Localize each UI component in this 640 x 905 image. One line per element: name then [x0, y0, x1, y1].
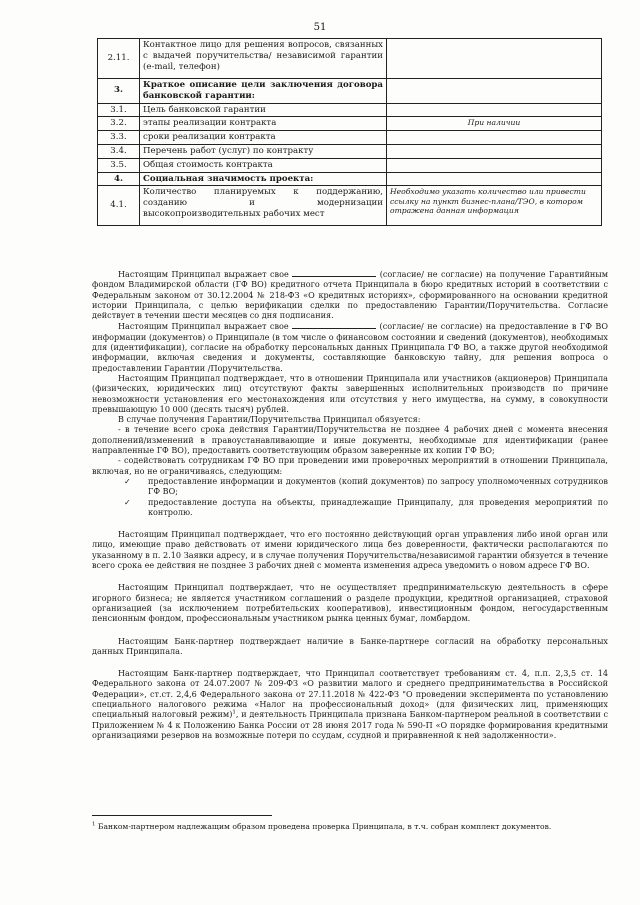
consent-blank-field[interactable] [292, 268, 376, 277]
address-paragraph: Настоящим Принципал подтверждает, что его постоянно действующий орган управления либо иной орган или лицо, имеющие право действовать от имени юридического лица без доверенности, фактически располагаются по указанному в п. 2.10 Заявки адресу, и в случае получения Поручительства/независимой гарантии обязуется в течение всего срока ее действия не позднее 3 рабочих дней с момента изменения адреса уведомить о новом адресе ГФ ВО. [92, 529, 608, 571]
table-row [98, 39, 602, 79]
row-description: Общая стоимость контракта [140, 158, 387, 172]
row-number: 4.1. [98, 186, 140, 226]
footnote-text: Банком-партнером надлежащим образом проведена проверка Принципала, в т.ч. собран комплект документов. [97, 822, 552, 831]
footnote-reference[interactable]: 1 [232, 709, 236, 716]
row-description: Перечень работ (услуг) по контракту [140, 144, 387, 158]
row-description: Количество планируемых к поддержанию, созданию и модернизации высокопроизводительных рабочих мест [140, 186, 387, 226]
row-description: сроки реализации контракта [140, 131, 387, 145]
obligations-heading: В случае получения Гарантии/Поручительства Принципал обязуется: [118, 414, 421, 425]
footnote [92, 822, 608, 832]
row-number: 3.4. [98, 144, 140, 158]
paragraph-text: Настоящим Принципал выражает свое [118, 321, 289, 332]
row-description: этапы реализации контракта [140, 117, 387, 131]
table-row [98, 172, 602, 186]
row-value-field[interactable]: Необходимо указать количество или привести ссылку на пункт бизнес-плана/ТЭО, в котором отражена данная информация [387, 186, 602, 226]
section-heading: Краткое описание цели заключения договора банковской гарантии: [140, 79, 387, 104]
row-number: 3.1. [98, 103, 140, 117]
obligation-item: - в течение всего срока действия Гарантии/Поручительства не позднее 4 рабочих дней с момента внесения дополнений/изменений в правоустанавливающие и иные документы, необходимые для идентификации (ранее направленные ГФ ВО), предоставить соответствующим образом заверенные их копии ГФ ВО; [92, 424, 608, 456]
consent-credit-report-paragraph [92, 268, 608, 320]
row-value-field[interactable] [387, 79, 602, 104]
checklist-item-text: предоставление доступа на объекты, принадлежащие Принципалу, для проведения мероприятий по контролю. [148, 496, 608, 517]
row-value-field[interactable] [387, 131, 602, 145]
table-row [98, 79, 602, 104]
application-table [97, 38, 602, 226]
table-row [98, 103, 602, 117]
paragraph-text: Настоящим Принципал выражает свое [118, 269, 289, 279]
table-row [98, 158, 602, 172]
row-description: Контактное лицо для решения вопросов, связанных с выдачей поручительства/ независимой гарантии (e-mail, телефон) [140, 39, 387, 79]
paragraph-text: Настоящим Банк-партнер подтверждает, что Принципал соответствует требованиям ст. 4, п.п. 2,3,5 ст. 14 Федерального закона от 24.07.2007 № 209-ФЗ «О развитии малого и среднего предпринимательства в Российской Федерации», ст.ст. 2,4,6 Федерального закона от 27.11.2018 № 422-ФЗ "О проведении эксперимента по установлению специального налогового режима «Налог на профессиональный доход» (для физических лиц, применяющих специальный налоговый режим) [92, 668, 608, 720]
consent-information-paragraph [92, 320, 608, 372]
row-number: 3.2. [98, 117, 140, 131]
row-number: 3.3. [98, 131, 140, 145]
table-row [98, 186, 602, 226]
bank-confirmation-paragraph [92, 668, 608, 740]
bank-consent-paragraph: Настоящим Банк-партнер подтверждает наличие в Банке-партнере согласий на обработку персональных данных Принципала. [92, 635, 608, 656]
row-number: 2.11. [98, 39, 140, 79]
activity-paragraph: Настоящим Принципал подтверждает, что не осуществляет предпринимательскую деятельность в сфере игорного бизнеса; не является участником соглашений о разделе продукции, кредитной организацией, страховой организацией (за исключением потребительских кооперативов), инвестиционным фондом, негосударственным пенсионным фондом, профессиональным участником рынка ценных бумаг, ломбардом. [92, 582, 608, 624]
section-heading: Социальная значимость проекта: [140, 172, 387, 186]
checklist-item [92, 497, 608, 518]
checkmark-icon: ✓ [124, 475, 131, 486]
document-body [92, 268, 608, 740]
paragraph-text: (согласие/ не согласие) на предоставление в ГФ ВО информации (документов) о Принципале (в том числе о финансовом состоянии и сведений (документов), необходимых для (идентификации), согласие на обработку персональных данных Принципала ГФ ВО, а также другой необходимой информации, включая сведения и документы, составляющие банковскую тайну, для решения вопроса о предоставлении Гарантии /Поручительства. [92, 321, 609, 373]
table-row [98, 117, 602, 131]
checklist-item-text: предоставление информации и документов (копий документов) по запросу уполномоченных сотрудников ГФ ВО; [148, 475, 608, 497]
table-row [98, 144, 602, 158]
obligation-item: - содействовать сотрудникам ГФ ВО при проведении ими проверочных мероприятий в отношении Принципала, включая, но не ограничиваясь, следующим: [92, 455, 608, 476]
row-value-field[interactable] [387, 158, 602, 172]
row-number: 4. [98, 172, 140, 186]
row-description: Цель банковской гарантии [140, 103, 387, 117]
row-number: 3. [98, 79, 140, 104]
footnote-mark: 1 [92, 821, 96, 828]
checklist-item [92, 476, 608, 497]
row-value-field[interactable] [387, 144, 602, 158]
footnote-divider [92, 815, 272, 816]
row-number: 3.5. [98, 158, 140, 172]
row-value-field[interactable] [387, 103, 602, 117]
consent-blank-field[interactable] [292, 320, 376, 329]
row-value-field[interactable] [387, 39, 602, 79]
table-row [98, 131, 602, 145]
row-value-field[interactable]: При наличии [387, 117, 602, 131]
enforcement-paragraph: Настоящим Принципал подтверждает, что в отношении Принципала или участников (акционеров) Принципала (физических, юридических лиц) отсутствуют факты завершенных исполнительных производств по причине невозможности установления его местонахождения или отсутствия у него имущества, на сумму, в совокупности превышающую 10 000 (десять тысяч) рублей. [92, 372, 608, 414]
row-value-field[interactable] [387, 172, 602, 186]
paragraph-text: (согласие/ не согласие) на получение Гарантийным фондом Владимирской области (ГФ ВО) кредитного отчета Принципала в бюро кредитных историй в соответствии с Федеральным законом от 30.12.2004 № 218-ФЗ «О кредитных историях», сформированного на основании кредитной истории Принципала, с целью верификации сделки по предоставлению Гарантии/Поручительства. Согласие действует в течении шести месяцев со дня подписания. [92, 269, 608, 321]
paragraph-text: , и деятельность Принципала признана Банком-партнером реальной в соответствии с Приложением № 4 к Положению Банка России от 28 июня 2017 года № 590-П «О порядке формирования кредитными организациями резервов на возможные потери по ссудам, ссудной и приравненной к ней задолженности». [92, 709, 608, 740]
checkmark-icon: ✓ [124, 496, 131, 507]
checklist [92, 476, 608, 517]
page-number: 51 [313, 22, 327, 33]
